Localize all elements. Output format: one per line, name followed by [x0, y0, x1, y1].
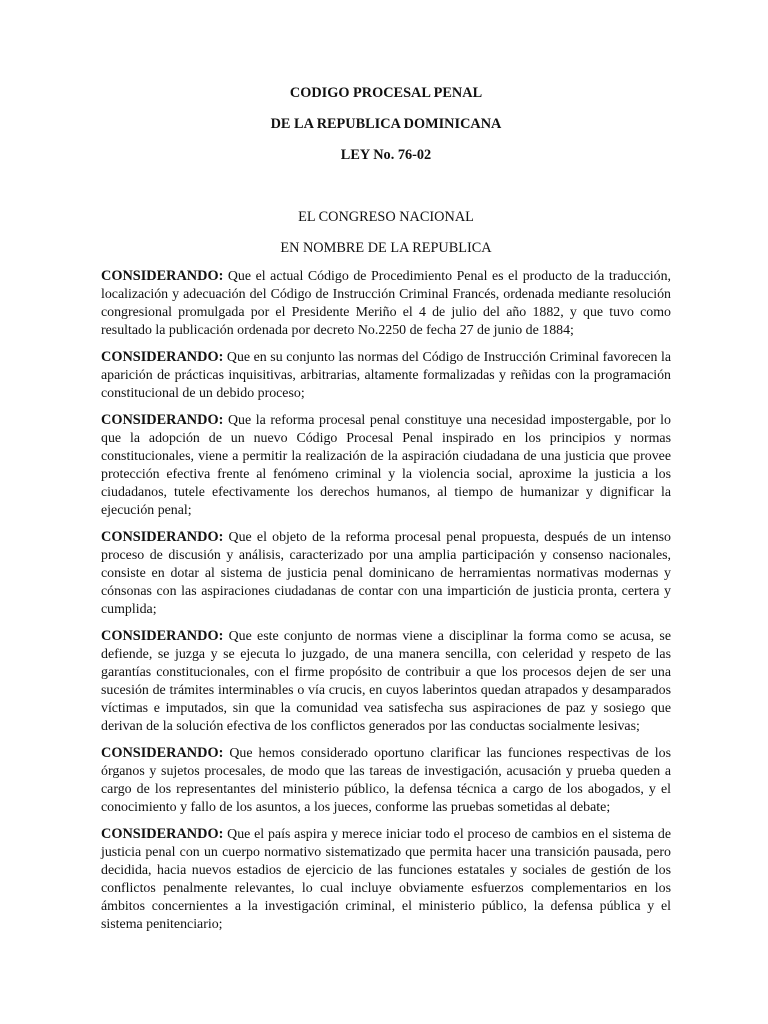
- considerando-keyword: CONSIDERANDO:: [101, 268, 224, 284]
- considerando-keyword: CONSIDERANDO:: [101, 628, 224, 644]
- considerando-text: Que hemos considerado oportuno clarificar las funciones respectivas de los órganos y sujetos procesales, de modo que las tareas de investigación, acusación y prueba queden a cargo de los representantes del ministerio público, la defensa técnica a cargo de los abogados, y el conocimiento y fallo de los asuntos, a los jueces, conforme las pruebas sometidas al debate;: [101, 746, 671, 815]
- document-page: [101, 84, 671, 942]
- considerando-paragraph: [101, 411, 671, 520]
- considerando-text: Que el actual Código de Procedimiento Penal es el producto de la traducción, localización y adecuación del Código de Instrucción Criminal Francés, ordenada mediante resolución congresional promulgada por el Presidente Meriño el 4 de julio del año 1882, y que tuvo como resultado la publicación ordenada por decreto No.2250 de fecha 27 de junio de 1884;: [101, 269, 671, 338]
- considerando-text: Que la reforma procesal penal constituye una necesidad impostergable, por lo que la adopción de un nuevo Código Procesal Penal inspirado en los principios y normas constitucionales, viene a permitir la realización de la aspiración ciudadana de una justicia que provee protección efectiva frente al fenómeno criminal y la violencia social, aproxime la justicia a los ciudadanos, tutele efectivamente los derechos humanos, al tiempo de humanizar y dignificar la ejecución penal;: [101, 413, 671, 518]
- considerando-list: [101, 267, 671, 934]
- document-title: CODIGO PROCESAL PENAL: [289, 85, 483, 101]
- considerando-paragraph: [101, 267, 671, 340]
- considerando-paragraph: [101, 627, 671, 736]
- considerando-text: Que en su conjunto las normas del Código de Instrucción Criminal favorecen la aparición de prácticas inquisitivas, arbitrarias, altamente formalizadas y reñidas con la programación constitucional de un debido proceso;: [101, 350, 671, 401]
- considerando-keyword: CONSIDERANDO:: [101, 412, 224, 428]
- republic-heading: EN NOMBRE DE LA REPUBLICA: [280, 240, 492, 256]
- law-number: LEY No. 76-02: [340, 147, 432, 163]
- considerando-text: Que el objeto de la reforma procesal penal propuesta, después de un intenso proceso de discusión y análisis, caracterizado por una amplia participación y consenso nacionales, consiste en dotar al sistema de justicia penal dominicano de herramientas normativas modernas y cónsonas con las aspiraciones ciudadanas de contar con una impartición de justicia pronta, certera y cumplida;: [101, 530, 671, 617]
- considerando-text: Que este conjunto de normas viene a disciplinar la forma como se acusa, se defiende, se juzga y se ejecuta lo juzgado, de una manera sencilla, con celeridad y respeto de las garantías constitucionales, con el firme propósito de contribuir a que los procesos dejen de ser una sucesión de trámites interminables o vía crucis, en cuyos laberintos quedan atrapados y desamparados víctimas e imputados, sin que la comunidad vea satisfecha sus aspiraciones de paz y sosiego que derivan de la solución efectiva de los conflictos generados por las conductas socialmente lesivas;: [101, 629, 671, 734]
- document-title-country: DE LA REPUBLICA DOMINICANA: [270, 116, 502, 132]
- considerando-paragraph: [101, 825, 671, 934]
- considerando-paragraph: [101, 348, 671, 403]
- considerando-keyword: CONSIDERANDO:: [101, 349, 224, 365]
- considerando-keyword: CONSIDERANDO:: [101, 529, 224, 545]
- considerando-paragraph: [101, 744, 671, 817]
- considerando-paragraph: [101, 528, 671, 619]
- considerando-keyword: CONSIDERANDO:: [101, 745, 224, 761]
- considerando-text: Que el país aspira y merece iniciar todo el proceso de cambios en el sistema de justicia penal con un cuerpo normativo sistematizado que permita hacer una transición pausada, pero decidida, hacia nuevos estadios de ejercicio de las funciones estatales y sociales de gestión de los conflictos penalmente relevantes, lo cual incluye obviamente esfuerzos complementarios en los ámbitos concernientes a la investigación criminal, el ministerio público, la defensa pública y el sistema penitenciario;: [101, 827, 671, 932]
- congress-heading: EL CONGRESO NACIONAL: [298, 209, 474, 225]
- considerando-keyword: CONSIDERANDO:: [101, 826, 224, 842]
